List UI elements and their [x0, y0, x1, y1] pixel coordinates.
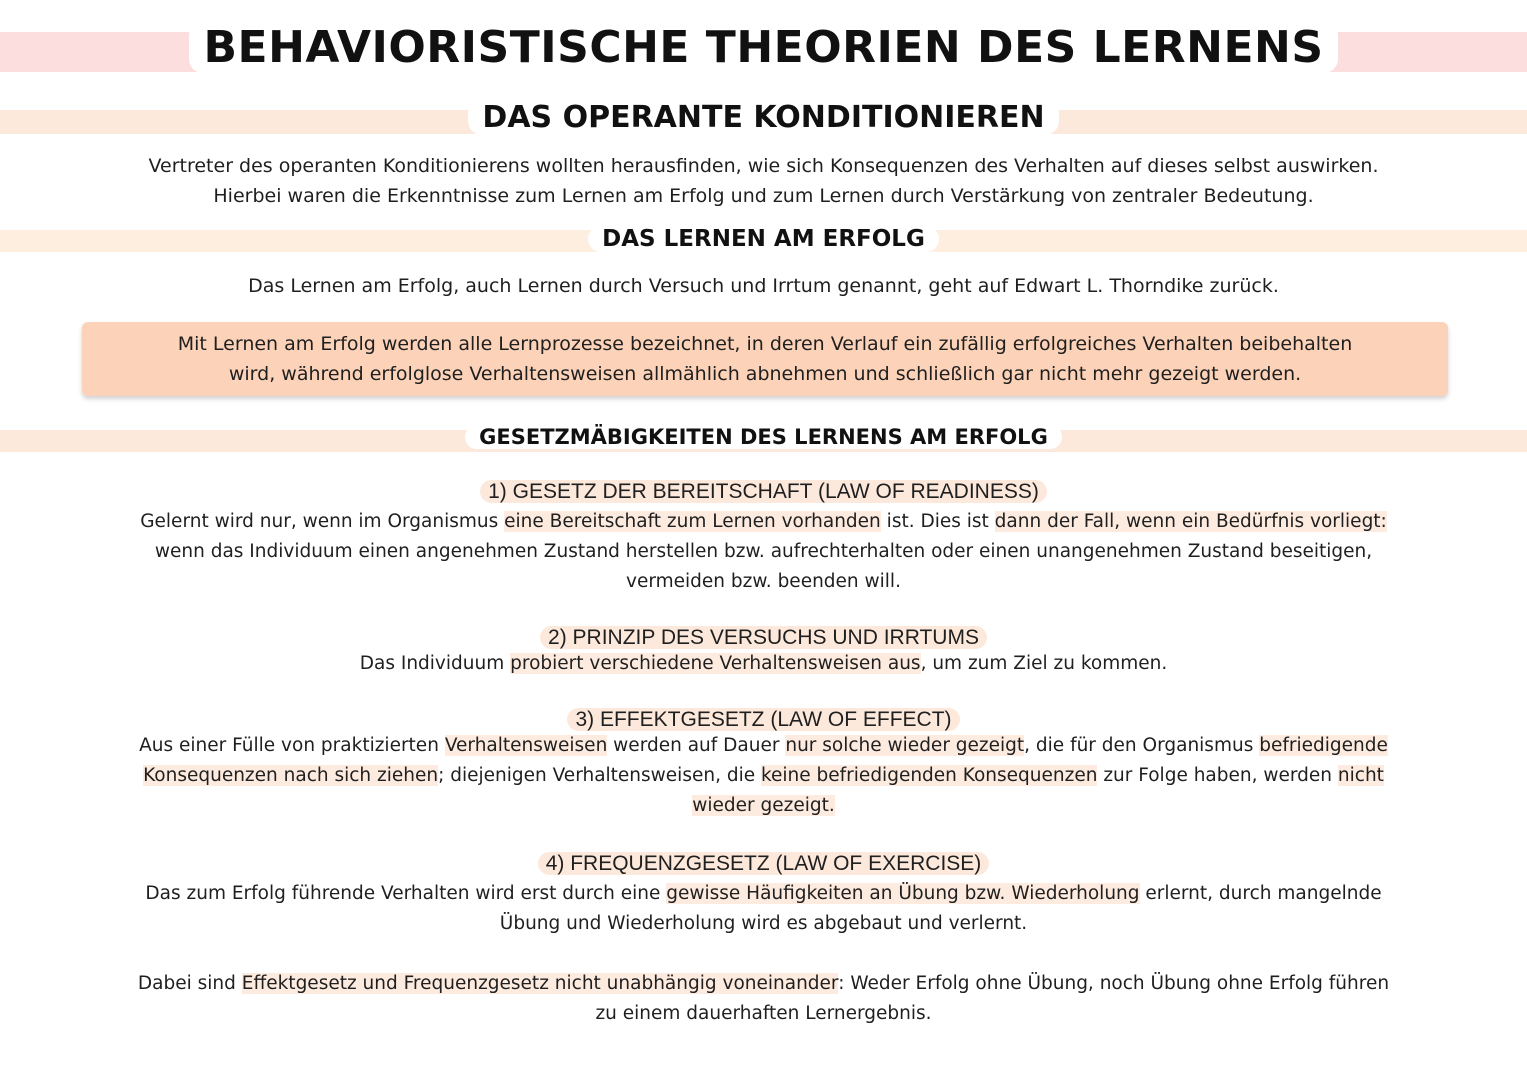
definition-box [82, 322, 1448, 396]
law-body-readiness [24, 507, 1503, 597]
definition-line: Mit Lernen am Erfolg werden alle Lernprozesse bezeichnet, in deren Verlauf ein zufällig erfolgreiches Verhalten beibehalten [177, 333, 1353, 355]
section-heading-gesetz: GESETZMÄBIGKEITEN DES LERNENS AM ERFOLG [0, 425, 1527, 449]
law-body-trial-error [24, 649, 1503, 679]
definition-line: wird, während erfolglose Verhaltensweisen allmählich abnehmen und schließlich gar nicht mehr gezeigt werden. [228, 363, 1302, 385]
page-subtitle: DAS OPERANTE KONDITIONIEREN [0, 100, 1527, 135]
conclusion-paragraph [20, 969, 1507, 1029]
law-title-effect: 3) EFFEKTGESETZ (LAW OF EFFECT) [0, 707, 1527, 733]
page-title: BEHAVIORISTISCHE THEORIEN DES LERNENS [0, 22, 1527, 73]
law-title-readiness: 1) GESETZ DER BEREITSCHAFT (LAW OF READINESS) [0, 479, 1527, 505]
conclusion-line: zu einem dauerhaften Lernergebnis. [595, 1003, 932, 1024]
law-title-trial-error: 2) PRINZIP DES VERSUCHS UND IRRTUMS [0, 625, 1527, 651]
intro-line: Hierbei waren die Erkenntnisse zum Lernen am Erfolg und zum Lernen durch Verstärkung von zentraler Bedeutung. [213, 185, 1314, 207]
law-line: Aus einer Fülle von praktizierten Verhaltensweisen werden auf Dauer nur solche wieder gezeigt, die für den Organismus befriedigende [139, 735, 1388, 756]
erfolg-paragraph: Das Lernen am Erfolg, auch Lernen durch Versuch und Irrtum genannt, geht auf Edwart L. Thorndike zurück. [248, 275, 1279, 297]
section-heading-erfolg: DAS LERNEN AM ERFOLG [0, 226, 1527, 252]
law-body-effect [24, 731, 1503, 821]
intro-line: Vertreter des operanten Konditionierens wollten herausfinden, wie sich Konsequenzen des Verhalten auf dieses selbst auswirken. [148, 155, 1379, 177]
law-line: Übung und Wiederholung wird es abgebaut und verlernt. [499, 913, 1028, 934]
law-line: vermeiden bzw. beenden will. [626, 571, 901, 592]
law-line: Das Individuum probiert verschiedene Verhaltensweisen aus, um zum Ziel zu kommen. [359, 653, 1168, 674]
law-line: Das zum Erfolg führende Verhalten wird erst durch eine gewisse Häufigkeiten an Übung bzw. Wiederholung erlernt, durch mangelnde [145, 883, 1382, 904]
law-line: Gelernt wird nur, wenn im Organismus eine Bereitschaft zum Lernen vorhanden ist. Dies ist dann der Fall, wenn ein Bedürfnis vorliegt: [140, 511, 1387, 532]
conclusion-line: Dabei sind Effektgesetz und Frequenzgesetz nicht unabhängig voneinander: Weder Erfolg ohne Übung, noch Übung ohne Erfolg führen [137, 973, 1390, 994]
definition-text [95, 329, 1435, 389]
law-line: Konsequenzen nach sich ziehen; diejenigen Verhaltensweisen, die keine befriedigenden Konsequenzen zur Folge haben, werden nicht [143, 765, 1384, 786]
law-line: wieder gezeigt. [692, 795, 835, 816]
law-title-exercise: 4) FREQUENZGESETZ (LAW OF EXERCISE) [0, 851, 1527, 877]
law-line: wenn das Individuum einen angenehmen Zustand herstellen bzw. aufrechterhalten oder einen unangenehmen Zustand beseitigen, [154, 541, 1373, 562]
law-body-exercise [24, 879, 1503, 939]
intro-paragraph [20, 151, 1507, 211]
